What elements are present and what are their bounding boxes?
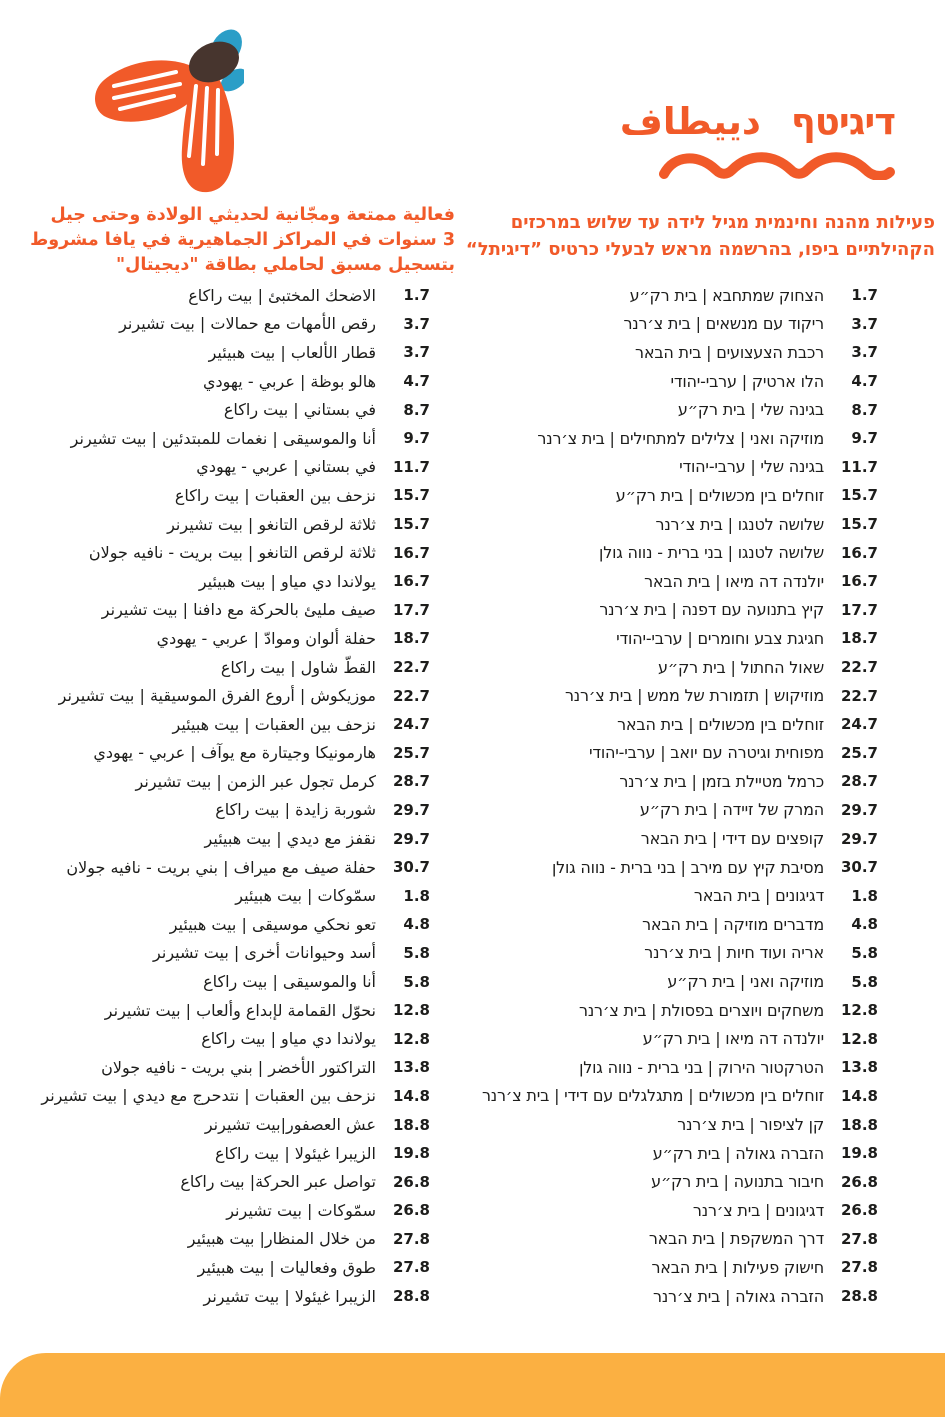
event-row: [482, 310, 878, 339]
event-row: [41, 1139, 430, 1168]
event-title-hebrew: קיץ בתנועה עם דפנה | בית צ׳רנר: [599, 600, 824, 620]
event-date: 15.7: [840, 486, 878, 505]
event-title-hebrew: זוחלים בין מכשולים | בית רק״ע: [615, 485, 824, 505]
event-date: 26.8: [392, 1201, 430, 1220]
event-title-hebrew: חגיגת צבע וחומרים | ערבי-יהודי: [616, 628, 824, 648]
event-title-hebrew: יולנדה דה מיאו | בית הבאר: [644, 571, 824, 591]
event-date: 11.7: [392, 457, 430, 476]
event-row: [482, 739, 878, 768]
event-date: 22.7: [392, 686, 430, 705]
event-title-arabic: الاضحك المختبئ | بيت راكاع: [188, 285, 376, 305]
event-row: [482, 910, 878, 939]
logo-wordmark: [619, 100, 895, 143]
event-title-arabic: أنا والموسيقى | نغمات للمبتدئين | بيت تشيرنر: [70, 428, 376, 448]
event-row: [482, 367, 878, 396]
event-date: 15.7: [392, 486, 430, 505]
event-row: [41, 853, 430, 882]
event-date: 28.8: [392, 1287, 430, 1306]
event-row: [41, 681, 430, 710]
event-date: 14.8: [392, 1086, 430, 1105]
event-title-arabic: أسد وحيوانات أخرى | بيت تشيرنر: [153, 943, 376, 963]
event-title-hebrew: מוזיקה ואני | בית רק״ע: [667, 972, 824, 992]
event-date: 27.8: [392, 1229, 430, 1248]
event-title-hebrew: מסיבת קיץ עם מירב | בני ברית - נווה גולן: [551, 857, 824, 877]
event-list-hebrew: [482, 281, 878, 1310]
event-title-hebrew: הלו ארטיק | ערבי-יהודי: [670, 371, 824, 391]
event-title-hebrew: דגיגונים | בית הבאר: [693, 886, 824, 906]
event-row: [482, 281, 878, 310]
event-date: 8.7: [851, 400, 878, 419]
event-date: 22.7: [840, 686, 878, 705]
event-date: 27.8: [392, 1258, 430, 1277]
event-row: [482, 681, 878, 710]
event-row: [482, 1024, 878, 1053]
event-row: [41, 1225, 430, 1254]
event-date: 5.8: [851, 943, 878, 962]
event-row: [41, 824, 430, 853]
event-date: 15.7: [392, 515, 430, 534]
event-title-arabic: شوربة زايدة | بيت راكاع: [215, 800, 376, 820]
event-title-hebrew: שלושה לטנגו | בית צ׳רנר: [655, 514, 824, 534]
event-row: [41, 453, 430, 482]
event-date: 19.8: [392, 1144, 430, 1163]
event-title-hebrew: משחקים ויוצרים בפסולת | בית צ׳רנר: [579, 1000, 824, 1020]
event-row: [482, 939, 878, 968]
event-title-hebrew: זוחלים בין מכשולים | מתגלגלים עם דידי | בית צ׳רנר: [481, 1086, 824, 1106]
event-date: 4.7: [403, 372, 430, 391]
event-title-hebrew: זוחלים בין מכשולים | בית הבאר: [617, 714, 824, 734]
event-date: 29.7: [392, 829, 430, 848]
event-row: [41, 538, 430, 567]
event-row: [41, 395, 430, 424]
event-title-arabic: نحوّل القمامة لإبداع وألعاب | بيت تشيرنر: [104, 1000, 376, 1020]
event-date: 12.8: [392, 1029, 430, 1048]
event-row: [482, 653, 878, 682]
event-row: [482, 596, 878, 625]
event-row: [41, 1082, 430, 1111]
event-date: 12.8: [840, 1001, 878, 1020]
event-row: [41, 967, 430, 996]
event-date: 24.7: [392, 715, 430, 734]
event-row: [41, 767, 430, 796]
event-row: [41, 281, 430, 310]
event-row: [41, 310, 430, 339]
event-date: 16.7: [392, 572, 430, 591]
event-title-arabic: ثلاثة لرقص التانغو | بيت بريت - نافيه جولان: [88, 543, 376, 563]
event-date: 3.7: [403, 343, 430, 362]
intro-arabic-line: فعالية ممتعة ومجّانية لحديثي الولادة وحتى جيل: [50, 205, 455, 225]
event-date: 15.7: [840, 515, 878, 534]
event-row: [482, 624, 878, 653]
event-title-hebrew: מפוחית וגיטרה עם יואב | ערבי-יהודי: [588, 743, 824, 763]
swim-fins-illustration: [88, 28, 244, 200]
event-title-hebrew: המרק של זיידה | בית רק״ע: [639, 800, 824, 820]
event-date: 12.8: [840, 1029, 878, 1048]
event-date: 24.7: [840, 715, 878, 734]
event-row: [41, 1110, 430, 1139]
event-row: [41, 910, 430, 939]
event-title-arabic: حفلة ألوان وموادّ | عربي - يهودي: [156, 628, 376, 648]
event-title-arabic: رقص الأمهات مع حمالات | بيت تشيرنر: [119, 314, 376, 334]
event-date: 26.8: [392, 1172, 430, 1191]
event-row: [41, 710, 430, 739]
intro-arabic-line: بتسجيل مسبق لحاملي بطاقة "ديجيتال": [116, 255, 455, 275]
event-title-arabic: الزيبرا غيئولا | بيت راكاع: [214, 1143, 376, 1163]
event-date: 3.7: [403, 314, 430, 333]
event-date: 28.7: [392, 772, 430, 791]
event-title-hebrew: דגיגונים | בית צ׳רנר: [692, 1200, 824, 1220]
event-date: 5.8: [851, 972, 878, 991]
event-title-hebrew: קופצים עם דידי | בית הבאר: [640, 829, 824, 849]
event-title-hebrew: הזברה גאולה | בית צ׳רנר: [652, 1286, 824, 1306]
event-row: [482, 538, 878, 567]
event-date: 16.7: [840, 572, 878, 591]
event-row: [41, 996, 430, 1025]
event-title-arabic: الزيبرا غيئولا | بيت تشيرنر: [203, 1286, 376, 1306]
event-title-arabic: التراكتور الأخضر | بني بريت - نافيه جولان: [101, 1057, 376, 1077]
event-date: 18.7: [392, 629, 430, 648]
event-row: [41, 1253, 430, 1282]
event-title-hebrew: חישוק פעילות | בית הבאר: [651, 1257, 824, 1277]
event-row: [482, 796, 878, 825]
event-date: 30.7: [392, 858, 430, 877]
event-row: [482, 710, 878, 739]
event-row: [41, 881, 430, 910]
event-title-hebrew: מוזיקוש | תזמורת של ממש | בית צ׳רנר: [564, 686, 824, 706]
intro-hebrew-line: פעילות מהנה וחינמית מגיל לידה עד שלוש במרכזים: [510, 212, 935, 233]
event-date: 17.7: [840, 600, 878, 619]
intro-hebrew-line: הקהילתיים ביפו, בהרשמה מראש לבעלי כרטיס ”דיגיתל“: [465, 239, 935, 260]
event-date: 1.7: [851, 286, 878, 305]
event-date: 17.7: [392, 600, 430, 619]
event-row: [482, 1139, 878, 1168]
bottom-yellow-band: [0, 1353, 945, 1417]
event-date: 18.8: [840, 1115, 878, 1134]
event-row: [41, 367, 430, 396]
event-row: [482, 1225, 878, 1254]
event-row: [482, 1282, 878, 1311]
logo-hebrew-word: דיגיטף: [790, 100, 895, 143]
event-date: 4.8: [403, 915, 430, 934]
event-title-hebrew: אריה ועוד חיות | בית צ׳רנר: [644, 943, 824, 963]
event-row: [482, 967, 878, 996]
event-row: [41, 1167, 430, 1196]
event-date: 8.7: [403, 400, 430, 419]
event-row: [482, 481, 878, 510]
wave-icon: [659, 150, 895, 180]
event-date: 5.8: [403, 972, 430, 991]
event-row: [41, 624, 430, 653]
event-row: [482, 567, 878, 596]
event-row: [41, 653, 430, 682]
event-row: [41, 1196, 430, 1225]
event-row: [41, 567, 430, 596]
event-row: [41, 796, 430, 825]
event-title-hebrew: קן לציפור | בית צ׳רנר: [677, 1115, 824, 1135]
event-title-arabic: أنا والموسيقى | بيت راكاع: [203, 972, 376, 992]
event-title-arabic: ثلاثة لرقص التانغو | بيت تشيرنر: [167, 514, 376, 534]
event-date: 1.7: [403, 286, 430, 305]
event-row: [41, 939, 430, 968]
intro-arabic-line: 3 سنوات في المراكز الجماهيرية في يافا مشروط: [30, 230, 455, 250]
event-title-arabic: حفلة صيف مع ميراف | بني بريت - نافيه جولان: [66, 857, 376, 877]
event-title-hebrew: הטרקטור הירוק | בני ברית - נווה גולן: [579, 1057, 824, 1077]
event-row: [482, 1082, 878, 1111]
event-date: 30.7: [840, 858, 878, 877]
event-row: [41, 424, 430, 453]
event-date: 1.8: [851, 886, 878, 905]
event-row: [482, 824, 878, 853]
event-date: 27.8: [840, 1229, 878, 1248]
event-date: 11.7: [840, 457, 878, 476]
event-date: 18.7: [840, 629, 878, 648]
event-title-arabic: موزيكوش | أروع الفرق الموسيقية | بيت تشيرنر: [58, 686, 376, 706]
event-row: [482, 453, 878, 482]
event-row: [482, 338, 878, 367]
event-date: 29.7: [392, 800, 430, 819]
event-row: [41, 338, 430, 367]
event-row: [41, 1024, 430, 1053]
event-title-arabic: القطّ شاول | بيت راكاع: [220, 657, 376, 677]
event-date: 13.8: [392, 1058, 430, 1077]
event-row: [41, 510, 430, 539]
event-date: 5.8: [403, 943, 430, 962]
event-title-arabic: هالو بوظة | عربي - يهودي: [203, 371, 376, 391]
event-date: 3.7: [851, 314, 878, 333]
logo: [619, 100, 895, 180]
event-row: [482, 424, 878, 453]
event-date: 28.7: [840, 772, 878, 791]
event-title-arabic: سمّوكات | بيت هبيئير: [235, 886, 376, 906]
event-date: 19.8: [840, 1144, 878, 1163]
event-title-hebrew: חיבור בתנועה | בית רק״ע: [651, 1172, 824, 1192]
event-date: 28.8: [840, 1287, 878, 1306]
event-list-arabic: [41, 281, 430, 1310]
event-title-arabic: يولاندا دي مياو | بيت راكاع: [201, 1029, 376, 1049]
event-title-hebrew: שאול החתול | בית רק״ע: [658, 657, 824, 677]
event-row: [482, 1053, 878, 1082]
intro-arabic: [30, 203, 455, 278]
event-date: 1.8: [403, 886, 430, 905]
event-title-arabic: هارمونيكا وجيتارة مع يوآف | عربي - يهودي: [93, 743, 376, 763]
event-title-arabic: من خلال المنظار| بيت هبيئير: [187, 1229, 376, 1249]
event-title-hebrew: שלושה לטנגו | בני ברית - נווה גולן: [599, 543, 824, 563]
event-date: 13.8: [840, 1058, 878, 1077]
event-title-hebrew: בגינה שלי | בית רק״ע: [677, 400, 824, 420]
event-title-hebrew: ריקוד עם מנשאים | בית צ׳רנר: [623, 314, 824, 334]
event-date: 22.7: [840, 658, 878, 677]
event-title-arabic: نزحف بين العقبات | نتدحرج مع ديدي | بيت تشيرنر: [41, 1086, 376, 1106]
event-date: 9.7: [403, 429, 430, 448]
event-title-hebrew: כרמל מטיילת בזמן | בית צ׳רנר: [619, 771, 824, 791]
event-date: 25.7: [840, 743, 878, 762]
event-row: [482, 1196, 878, 1225]
event-row: [41, 481, 430, 510]
event-title-arabic: نزحف بين العقبات | بيت راكاع: [174, 485, 376, 505]
event-row: [482, 510, 878, 539]
event-date: 29.7: [840, 800, 878, 819]
event-title-arabic: في بستاني | بيت راكاع: [223, 400, 376, 420]
event-title-arabic: صيف مليئ بالحركة مع دافنا | بيت تشيرنر: [101, 600, 376, 620]
event-title-arabic: نقفز مع ديدي | بيت هبيئير: [204, 829, 376, 849]
event-date: 16.7: [840, 543, 878, 562]
event-title-hebrew: דרך המשקפת | בית הבאר: [648, 1229, 824, 1249]
event-row: [41, 1282, 430, 1311]
event-row: [482, 996, 878, 1025]
event-row: [482, 853, 878, 882]
event-row: [41, 739, 430, 768]
event-title-arabic: قطار الألعاب | بيت هبيئير: [208, 342, 376, 362]
event-title-arabic: عش العصفور|بيت تشيرنر: [204, 1115, 376, 1135]
event-date: 25.7: [392, 743, 430, 762]
event-date: 22.7: [392, 658, 430, 677]
event-title-hebrew: מוזיקה ואני | צלילים למתחילים | בית צ׳רנר: [537, 428, 824, 448]
logo-arabic-word: دييطاف: [619, 100, 761, 143]
event-title-arabic: تواصل عبر الحركة| بيت راكاع: [180, 1172, 376, 1192]
intro-hebrew: [466, 209, 935, 263]
event-title-arabic: تعو نحكي موسيقى | بيت هبيئير: [169, 914, 376, 934]
event-title-arabic: سمّوكات | بيت تشيرنر: [226, 1200, 376, 1220]
event-date: 3.7: [851, 343, 878, 362]
event-row: [482, 1167, 878, 1196]
event-title-hebrew: רכבת הצעצועים | בית הבאר: [635, 342, 824, 362]
event-row: [482, 767, 878, 796]
event-title-hebrew: יולנדה דה מיאו | בית רק״ע: [642, 1029, 824, 1049]
event-date: 12.8: [392, 1001, 430, 1020]
event-date: 26.8: [840, 1172, 878, 1191]
event-date: 4.7: [851, 372, 878, 391]
event-date: 26.8: [840, 1201, 878, 1220]
event-title-arabic: نزحف بين العقبات | بيت هبيئير: [172, 714, 376, 734]
event-title-hebrew: הצחוק שמתחבא | בית רק״ע: [629, 285, 824, 305]
event-date: 18.8: [392, 1115, 430, 1134]
event-date: 14.8: [840, 1086, 878, 1105]
event-row: [482, 395, 878, 424]
event-title-arabic: يولاندا دي مياو | بيت هبيئير: [198, 571, 376, 591]
event-row: [41, 1053, 430, 1082]
event-row: [482, 1110, 878, 1139]
event-title-hebrew: בגינה שלי | ערבי-יהודי: [679, 457, 824, 477]
event-title-arabic: طوق وفعاليات | بيت هبيئير: [197, 1257, 376, 1277]
event-row: [482, 881, 878, 910]
event-title-hebrew: הזברה גאולה | בית רק״ע: [652, 1143, 824, 1163]
event-row: [41, 596, 430, 625]
event-date: 29.7: [840, 829, 878, 848]
event-date: 9.7: [851, 429, 878, 448]
event-date: 4.8: [851, 915, 878, 934]
event-title-arabic: في بستاني | عربي - يهودي: [196, 457, 376, 477]
event-title-hebrew: מדברים מוזיקה | בית הבאר: [642, 914, 824, 934]
event-title-arabic: كرمل تجول عبر الزمن | بيت تشيرنر: [135, 771, 376, 791]
event-date: 27.8: [840, 1258, 878, 1277]
event-row: [482, 1253, 878, 1282]
event-date: 16.7: [392, 543, 430, 562]
